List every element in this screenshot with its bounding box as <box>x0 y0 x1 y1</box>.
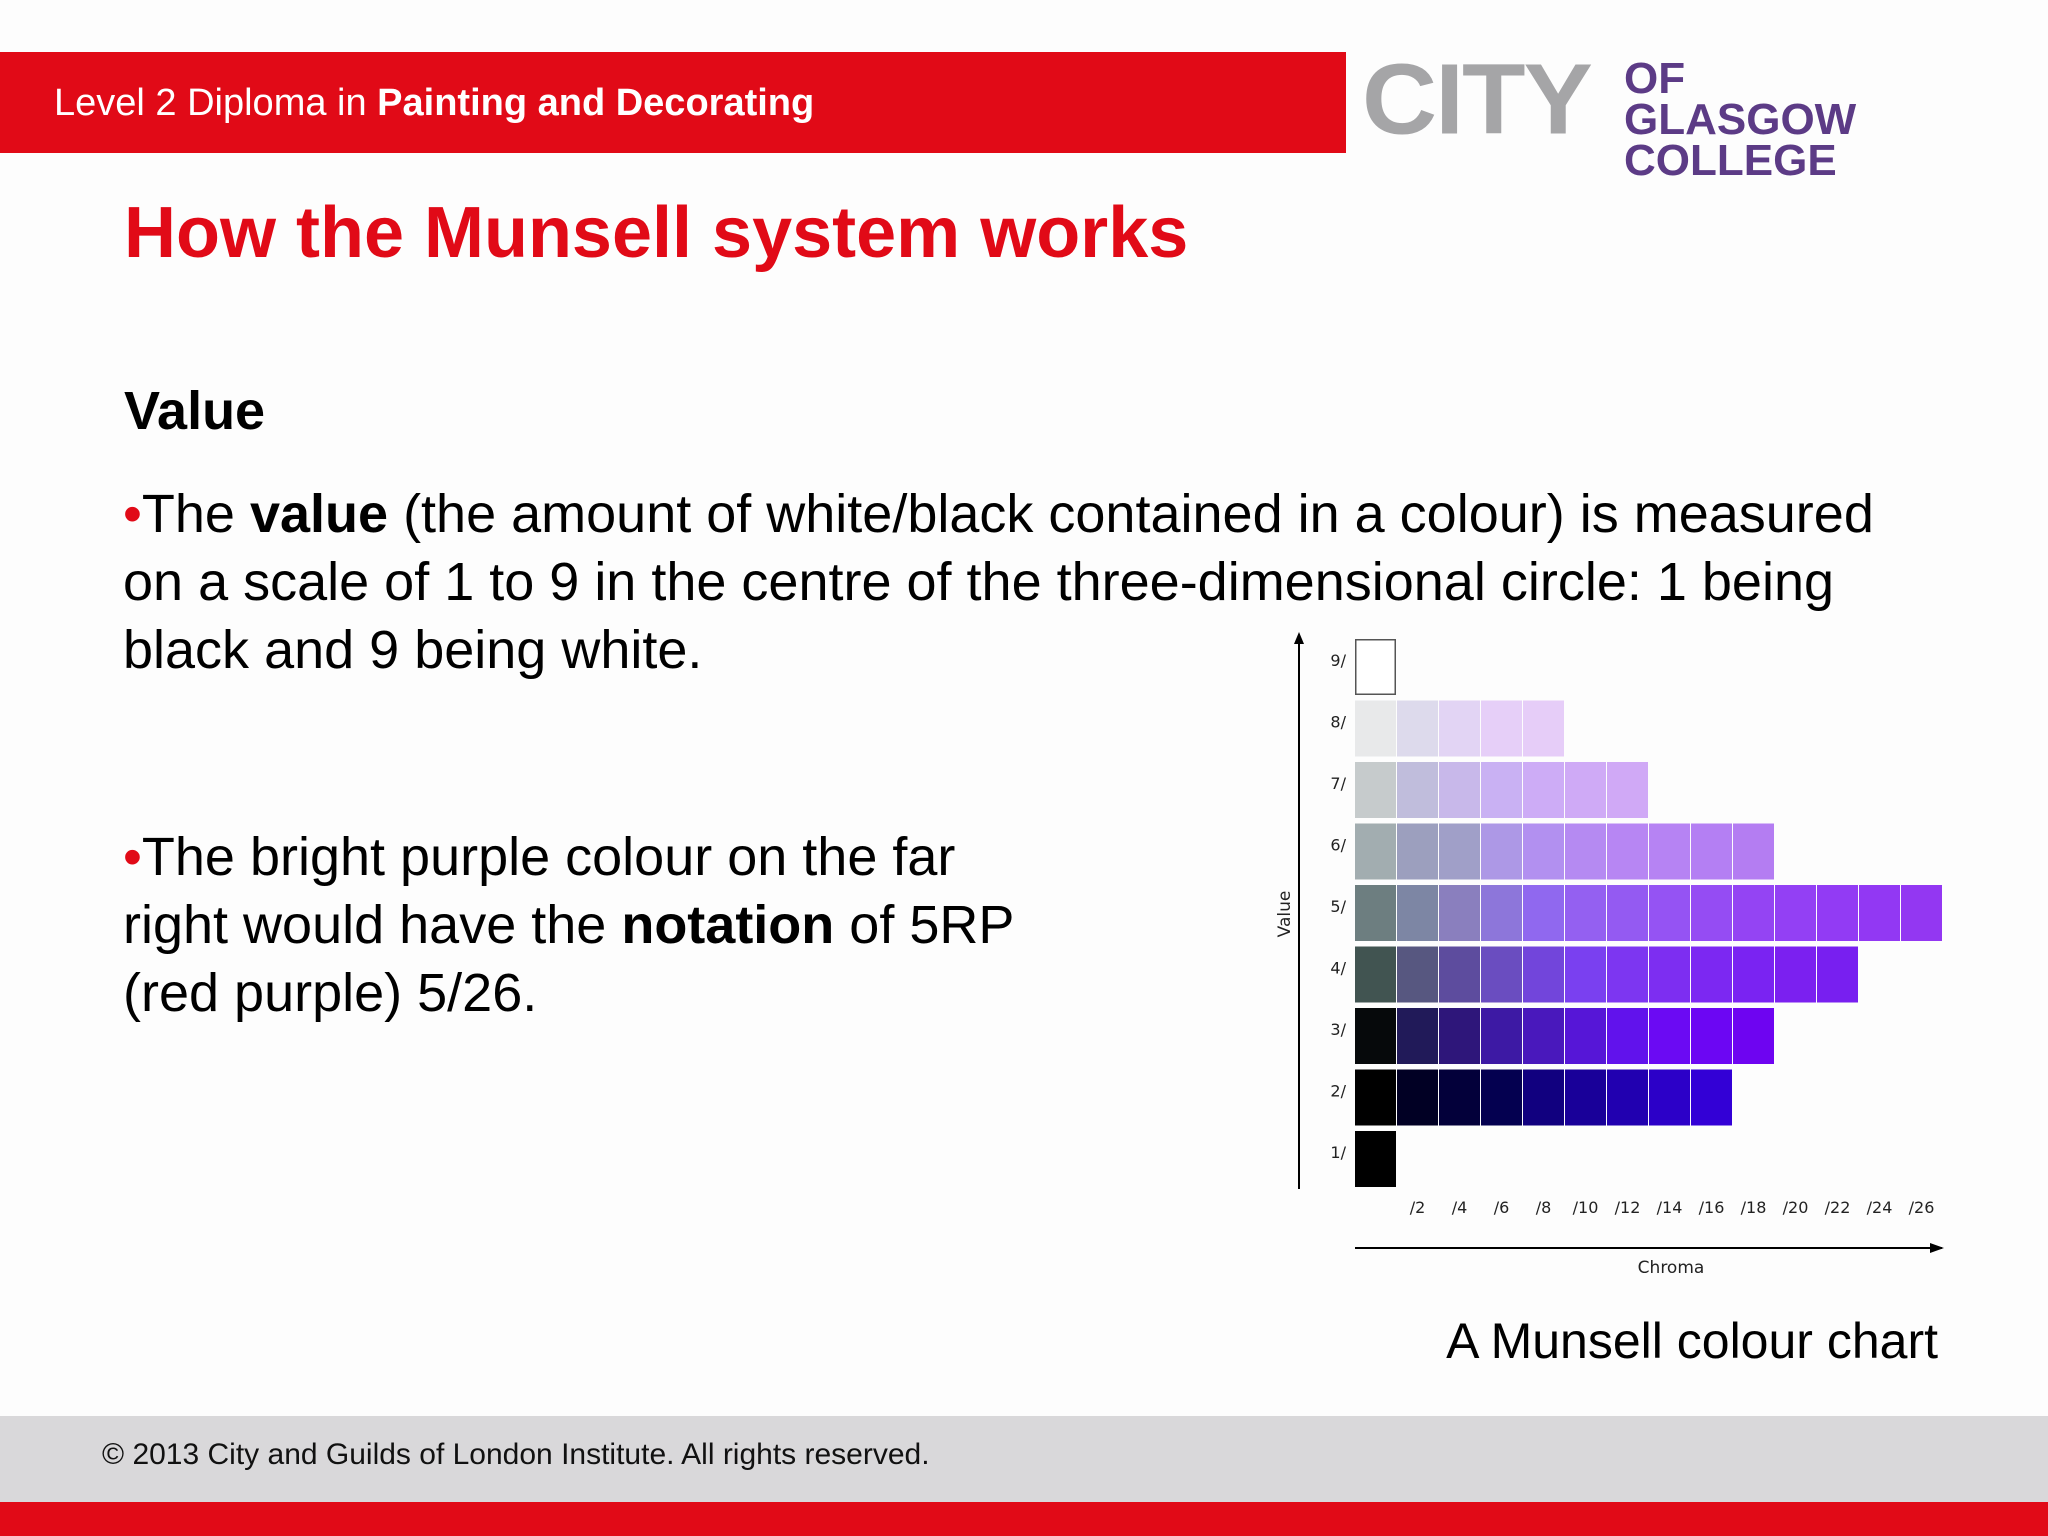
paragraph-notation <box>123 823 1023 1027</box>
logo-line-1: OF GLASGOW <box>1624 54 1857 144</box>
chart-cell <box>1565 824 1606 880</box>
munsell-colour-chart <box>1260 630 1960 1290</box>
chart-cell <box>1817 885 1858 941</box>
chart-cell <box>1355 701 1396 757</box>
chart-cell <box>1356 640 1396 695</box>
chart-cell <box>1649 824 1690 880</box>
chart-cell <box>1649 1008 1690 1064</box>
chart-cell <box>1439 885 1480 941</box>
chart-cell <box>1355 947 1396 1003</box>
chart-cell <box>1397 1070 1438 1126</box>
chart-cell <box>1565 762 1606 818</box>
y-tick-label: 2/ <box>1330 1081 1346 1101</box>
chart-cell <box>1691 1008 1732 1064</box>
chart-cell <box>1481 701 1522 757</box>
chart-cell <box>1649 1070 1690 1126</box>
chart-cell <box>1439 824 1480 880</box>
paragraph-notation-start: The bright purple colour on the far right would have the <box>123 827 956 955</box>
y-tick-label: 7/ <box>1330 774 1346 793</box>
y-axis-label: Value <box>1275 890 1295 938</box>
x-tick-label: /8 <box>1535 1198 1552 1217</box>
chart-cell <box>1565 1008 1606 1064</box>
chart-cell <box>1607 1070 1648 1126</box>
chart-cell <box>1733 1008 1774 1064</box>
chart-cell <box>1523 762 1564 818</box>
chart-cell <box>1397 885 1438 941</box>
y-tick-label: 3/ <box>1330 1020 1346 1039</box>
x-tick-label: /6 <box>1493 1198 1510 1217</box>
y-tick-label: 9/ <box>1330 651 1346 670</box>
chart-cell <box>1481 762 1522 818</box>
chart-cell <box>1523 885 1564 941</box>
chart-cell <box>1439 701 1480 757</box>
y-tick-label: 5/ <box>1330 897 1346 916</box>
chart-cell <box>1355 1008 1396 1064</box>
chart-cell <box>1691 947 1732 1003</box>
chart-cell <box>1355 885 1396 941</box>
chart-cell <box>1355 1070 1396 1126</box>
chart-cell <box>1607 824 1648 880</box>
chart-cell <box>1397 1008 1438 1064</box>
chart-cell <box>1691 885 1732 941</box>
chart-cell <box>1775 885 1816 941</box>
chart-caption: A Munsell colour chart <box>1446 1313 1938 1369</box>
chart-cell <box>1649 885 1690 941</box>
y-tick-label: 4/ <box>1330 958 1346 978</box>
bullet-icon: • <box>123 484 142 544</box>
paragraph-value-end: (the amount of white/black contained in a colour) is measured on a scale of 1 to 9 in the centre of the three-dimensional circle: 1 being black and 9 being white. <box>123 484 1874 680</box>
x-axis-arrow-icon <box>1930 1243 1944 1253</box>
y-tick-label: 6/ <box>1330 835 1346 855</box>
chart-cell <box>1775 947 1816 1003</box>
chart-cell <box>1523 947 1564 1003</box>
chart-cell <box>1565 947 1606 1003</box>
x-axis-label: Chroma <box>1637 1258 1705 1278</box>
x-tick-label: /4 <box>1451 1198 1468 1217</box>
chart-cell <box>1733 885 1774 941</box>
course-title <box>54 82 814 125</box>
chart-cell <box>1397 701 1438 757</box>
copyright-text: © 2013 City and Guilds of London Institute. All rights reserved. <box>102 1438 930 1471</box>
y-tick-label: 1/ <box>1330 1143 1346 1162</box>
chart-cell <box>1607 762 1648 818</box>
chart-cell <box>1397 824 1438 880</box>
paragraph-value-bold: value <box>249 484 389 544</box>
paragraph-notation-end: of 5RP (red purple) 5/26. <box>123 895 1014 1023</box>
chart-cell <box>1439 762 1480 818</box>
bullet-icon: • <box>123 827 142 887</box>
chart-cell <box>1355 1131 1396 1187</box>
chart-cell <box>1355 762 1396 818</box>
chart-cell <box>1481 1008 1522 1064</box>
x-tick-label: /22 <box>1824 1198 1851 1217</box>
x-tick-label: /18 <box>1740 1198 1767 1217</box>
chart-cell <box>1523 701 1564 757</box>
chart-cell <box>1481 885 1522 941</box>
chart-cell <box>1607 1008 1648 1064</box>
chart-cell <box>1817 947 1858 1003</box>
chart-cell <box>1733 824 1774 880</box>
chart-cell <box>1523 1008 1564 1064</box>
chart-cell <box>1523 1070 1564 1126</box>
course-name: Painting and Decorating <box>377 82 815 124</box>
chart-cell <box>1397 762 1438 818</box>
logo-subtitle <box>1624 54 1922 185</box>
paragraph-notation-bold: notation <box>621 895 835 955</box>
chart-cell <box>1691 824 1732 880</box>
chart-cell <box>1733 947 1774 1003</box>
chart-cell <box>1355 824 1396 880</box>
bottom-accent-bar <box>0 1502 2048 1536</box>
chart-cell <box>1565 885 1606 941</box>
x-tick-label: /20 <box>1782 1198 1809 1217</box>
chart-cell <box>1481 824 1522 880</box>
x-tick-label: /2 <box>1409 1198 1426 1217</box>
chart-cell <box>1649 947 1690 1003</box>
chart-cell <box>1439 947 1480 1003</box>
chart-cell <box>1901 885 1942 941</box>
slide-title: How the Munsell system works <box>124 193 1189 273</box>
x-tick-label: /24 <box>1866 1198 1893 1217</box>
chart-cell <box>1565 1070 1606 1126</box>
chart-cell <box>1523 824 1564 880</box>
chart-cell <box>1397 947 1438 1003</box>
chart-cell <box>1607 885 1648 941</box>
paragraph-value-start: The <box>141 484 250 544</box>
logo-line-2: COLLEGE <box>1624 136 1837 185</box>
x-tick-label: /26 <box>1908 1198 1935 1217</box>
chart-cell <box>1439 1008 1480 1064</box>
x-tick-label: /10 <box>1572 1198 1599 1217</box>
logo-city-word: CITY <box>1362 44 1591 156</box>
college-logo <box>1362 44 1922 185</box>
chart-cell <box>1859 885 1900 941</box>
chart-cell <box>1607 947 1648 1003</box>
y-axis-arrow-icon <box>1294 632 1304 644</box>
section-heading: Value <box>124 381 266 441</box>
x-tick-label: /12 <box>1614 1198 1641 1217</box>
y-tick-label: 8/ <box>1330 712 1346 732</box>
x-tick-label: /16 <box>1698 1198 1725 1217</box>
chart-cell <box>1481 947 1522 1003</box>
chart-cell <box>1691 1070 1732 1126</box>
x-tick-label: /14 <box>1656 1198 1683 1217</box>
course-prefix: Level 2 Diploma in <box>54 82 378 124</box>
chart-cell <box>1439 1070 1480 1126</box>
chart-cell <box>1481 1070 1522 1126</box>
